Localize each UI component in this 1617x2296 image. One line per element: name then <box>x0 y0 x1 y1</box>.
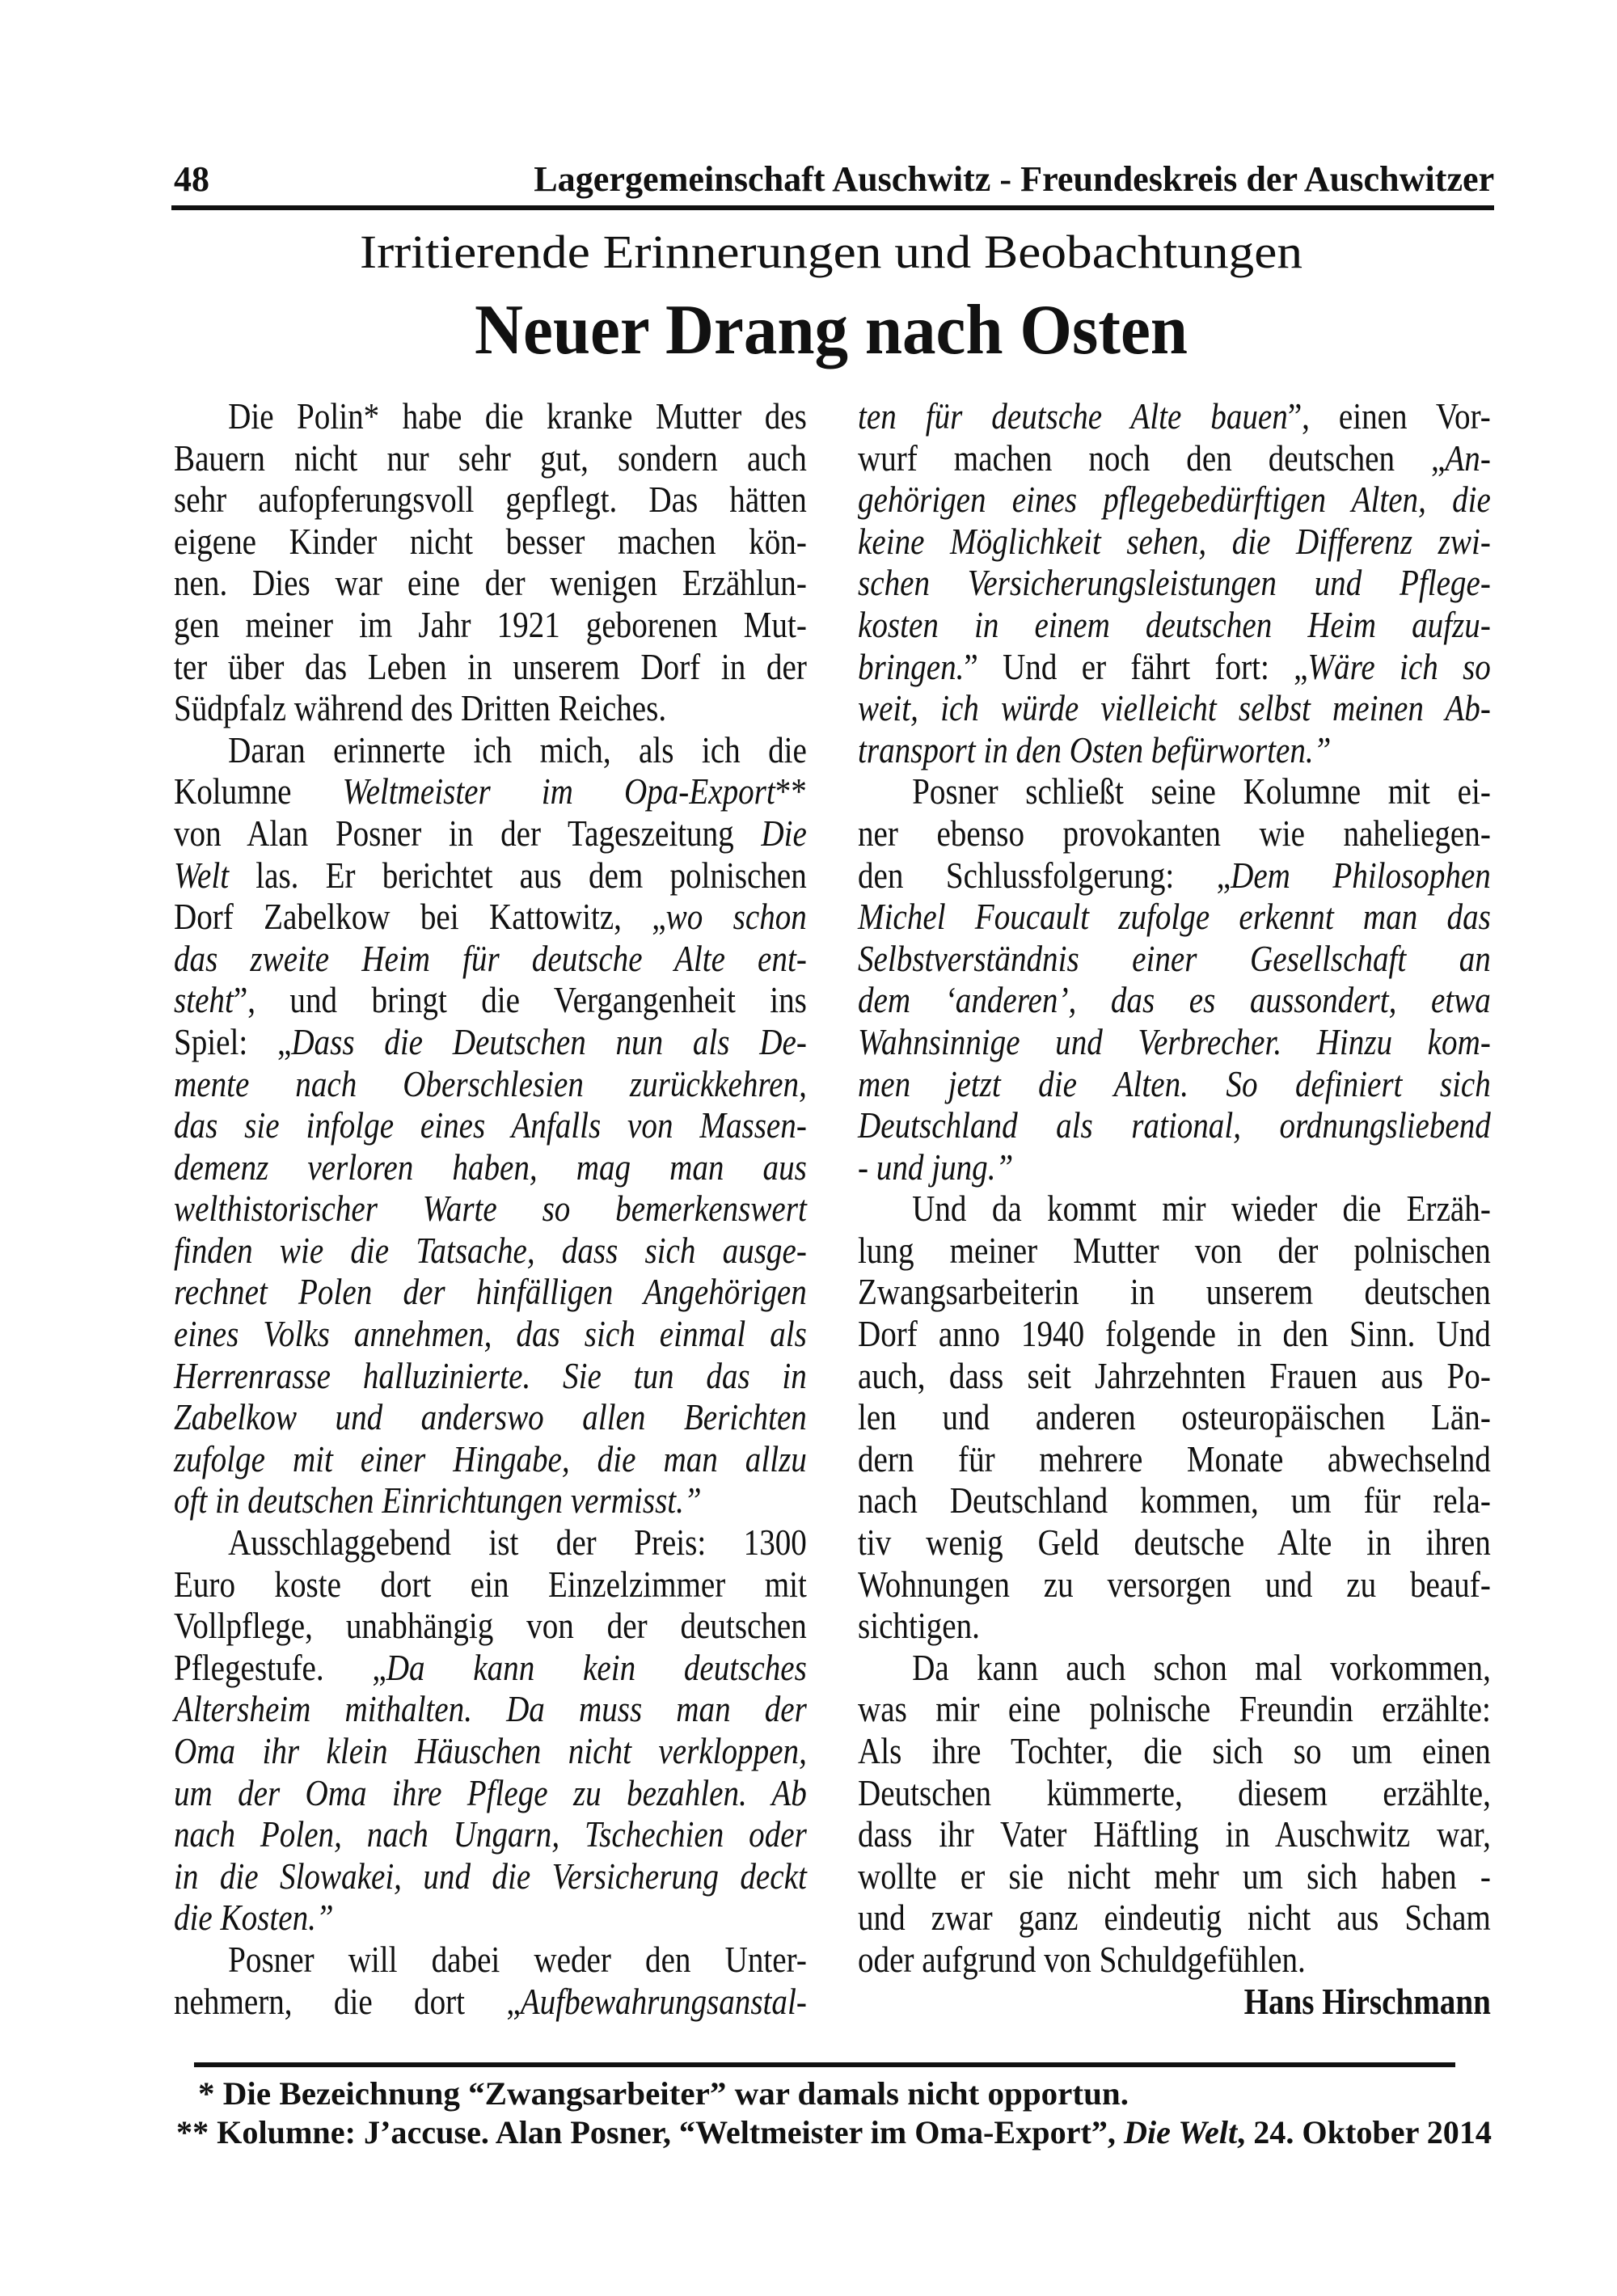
text-line <box>174 687 807 729</box>
quoted-text: Deutschland als rational, ordnungsliebend <box>858 1104 1491 1146</box>
text-line <box>174 1730 807 1772</box>
text-line <box>174 1772 807 1814</box>
quoted-text: schen Versicherungsleistungen und Pflege- <box>858 562 1491 604</box>
text-line <box>858 1813 1491 1855</box>
text-run: eigene Kinder nicht besser machen kön- <box>174 520 807 562</box>
quoted-text: wo schon <box>665 896 807 938</box>
text-line <box>174 855 807 897</box>
text-line <box>858 1772 1491 1814</box>
footnote-rule <box>194 2062 1455 2067</box>
text-line <box>858 1479 1491 1522</box>
quoted-text: Dass die Deutschen nun als De- <box>291 1020 807 1062</box>
text-run: ** <box>775 770 807 812</box>
text-line <box>174 1313 807 1355</box>
text-line <box>174 1271 807 1313</box>
text-run: Posner will dabei weder den Unter- <box>228 1938 807 1980</box>
text-line <box>858 1564 1491 1606</box>
quoted-text: rechnet Polen der hinfälligen Angehörigen <box>174 1271 807 1313</box>
footnote-2-source: Die Welt <box>1123 2114 1238 2150</box>
text-run: Daran erinnerte ich mich, als ich die <box>228 728 807 770</box>
text-line <box>858 1063 1491 1105</box>
text-line <box>174 562 807 604</box>
text-line <box>174 395 807 437</box>
quoted-text: transport in den Osten befürworten.” <box>858 728 1332 770</box>
text-run: Dorf anno 1940 folgende in den Sinn. Und <box>858 1313 1491 1355</box>
text-line <box>858 1522 1491 1564</box>
text-line <box>174 1813 807 1855</box>
quoted-text: Herrenrasse halluzinierte. Sie tun das in <box>174 1354 807 1396</box>
quoted-text: Selbstverständnis einer Gesellschaft an <box>858 937 1491 979</box>
text-line <box>858 1021 1491 1063</box>
text-line <box>858 687 1491 729</box>
text-line <box>174 896 807 938</box>
quoted-text: gehörigen eines pflegebedürftigen Alten, die <box>858 479 1491 521</box>
quoted-text: die Kosten.” <box>174 1897 334 1939</box>
quoted-text: zufolge mit einer Hingabe, die man allzu <box>174 1437 807 1479</box>
footnote-2-date: , 24. Oktober 2014 <box>1237 2114 1492 2150</box>
paragraph <box>174 1939 807 2022</box>
text-line <box>174 770 807 812</box>
text-line <box>858 1688 1491 1730</box>
quoted-text: men jetzt die Alten. So definiert sich <box>858 1062 1491 1104</box>
text-run: sichtigen. <box>858 1605 980 1647</box>
quoted-text: Zabelkow und anderswo allen Berichten <box>174 1396 807 1438</box>
quoted-text: weit, ich würde vielleicht selbst meinen Ab- <box>858 687 1491 729</box>
text-line <box>174 812 807 855</box>
text-line <box>858 437 1491 479</box>
footnote-2-part: ** Kolumne: J’accuse. Alan Posner, “Weltmeister im Oma-Export”, <box>176 2114 1124 2150</box>
article-title-text: Neuer Drang nach Osten <box>475 291 1188 369</box>
quoted-text: Weltmeister im Opa-Export <box>342 770 775 812</box>
quoted-text: Wäre ich so <box>1307 645 1491 687</box>
text-line <box>174 1355 807 1397</box>
quoted-text: um der Oma ihre Pflege zu bezahlen. Ab <box>174 1771 807 1813</box>
text-run: nehmern, die dort „ <box>174 1980 521 2022</box>
text-line <box>174 938 807 980</box>
quoted-text: ten für deutsche Alte bauen <box>858 395 1288 437</box>
paragraph <box>174 1522 807 1939</box>
footnote-2 <box>176 2113 1492 2151</box>
quoted-text: - und jung.” <box>858 1146 1014 1188</box>
quoted-text: steht <box>174 979 234 1021</box>
footnote-1 <box>198 2074 1129 2112</box>
text-line <box>174 729 807 771</box>
text-line <box>174 1647 807 1689</box>
text-line <box>174 1605 807 1647</box>
text-run: nen. Dies war eine der wenigen Erzählun- <box>174 562 807 604</box>
text-line <box>174 1021 807 1063</box>
quoted-text: das zweite Heim für deutsche Alte ent- <box>174 937 807 979</box>
text-run: von Alan Posner in der Tageszeitung <box>174 812 762 854</box>
text-line <box>174 1855 807 1897</box>
quoted-text: Da kann kein deutsches <box>386 1646 807 1688</box>
text-line <box>858 1230 1491 1272</box>
text-run: ter über das Leben in unserem Dorf in der <box>174 645 807 687</box>
text-line <box>174 1688 807 1730</box>
text-line <box>174 1063 807 1105</box>
text-line <box>174 646 807 688</box>
text-run: len und anderen osteuropäischen Län- <box>858 1396 1491 1438</box>
article-column-left <box>174 395 807 2022</box>
footnote-1-text: * Die Bezeichnung “Zwangsarbeiter” war damals nicht opportun. <box>198 2075 1129 2112</box>
text-line <box>174 1104 807 1146</box>
text-run: Südpfalz während des Dritten Reiches. <box>174 687 667 729</box>
text-line <box>858 1355 1491 1397</box>
quoted-text: welthistorischer Warte so bemerkenswert <box>174 1188 807 1230</box>
page-number-text: 48 <box>174 159 209 199</box>
text-run: nach Deutschland kommen, um für rela- <box>858 1479 1491 1522</box>
paragraph <box>858 395 1491 770</box>
text-line <box>174 521 807 563</box>
quoted-text: Aufbewahrungsanstal- <box>520 1980 807 2022</box>
text-run: wurf machen noch den deutschen „ <box>858 437 1446 479</box>
quoted-text: Altersheim mithalten. Da muss man der <box>174 1688 807 1730</box>
text-run: ”, und bringt die Vergangenheit ins <box>233 979 807 1021</box>
text-run: lung meiner Mutter von der polnischen <box>858 1229 1491 1271</box>
paragraph <box>858 1647 1491 1981</box>
text-line <box>858 604 1491 646</box>
quoted-text: nach Polen, nach Ungarn, Tschechien oder <box>174 1813 807 1855</box>
text-line <box>858 979 1491 1021</box>
article-column-right <box>858 395 1491 2022</box>
text-line <box>174 1230 807 1272</box>
quoted-text: finden wie die Tatsache, dass sich ausge- <box>174 1229 807 1271</box>
text-run: Da kann auch schon mal vorkommen, <box>912 1646 1491 1688</box>
text-line <box>174 979 807 1021</box>
text-line <box>858 1605 1491 1647</box>
text-run: Spiel: „ <box>174 1020 292 1062</box>
text-run: Ausschlaggebend ist der Preis: 1300 <box>228 1522 807 1564</box>
text-run: Kolumne <box>174 770 343 812</box>
text-run: dern für mehrere Monate abwechselnd <box>858 1437 1491 1479</box>
text-line <box>858 1313 1491 1355</box>
text-run: gen meiner im Jahr 1921 geborenen Mut- <box>174 603 807 645</box>
quoted-text: keine Möglichkeit sehen, die Differenz zwi- <box>858 520 1491 562</box>
text-run: Wohnungen zu versorgen und zu beauf- <box>858 1563 1491 1605</box>
text-line <box>858 646 1491 688</box>
paragraph <box>174 395 807 729</box>
text-run: dass ihr Vater Häftling in Auschwitz war, <box>858 1813 1491 1855</box>
text-line <box>174 1522 807 1564</box>
text-run: Pflegestufe. „ <box>174 1646 386 1688</box>
text-run: ” Und er fährt fort: „ <box>964 645 1308 687</box>
text-line <box>858 1438 1491 1480</box>
quoted-text: Dem Philosophen <box>1231 854 1491 896</box>
footnote-2-text <box>176 2113 1492 2151</box>
text-run: Und da kommt mir wieder die Erzäh- <box>912 1188 1491 1230</box>
text-line <box>174 1981 807 2023</box>
quoted-text: mente nach Oberschlesien zurückkehren, <box>174 1062 807 1104</box>
text-run: sehr aufopferungsvoll gepflegt. Das hätten <box>174 479 807 521</box>
text-line <box>858 1396 1491 1438</box>
text-run: ”, einen Vor- <box>1287 395 1491 437</box>
text-run: Vollpflege, unabhängig von der deutschen <box>174 1605 807 1647</box>
paragraph <box>174 729 807 1522</box>
quoted-text: demenz verloren haben, mag man aus <box>174 1146 807 1188</box>
quoted-text: Welt <box>174 854 230 896</box>
text-run: tiv wenig Geld deutsche Alte in ihren <box>858 1522 1491 1564</box>
text-run: auch, dass seit Jahrzehnten Frauen aus Po- <box>858 1354 1491 1396</box>
text-run: und zwar ganz eindeutig nicht aus Scham <box>858 1897 1491 1939</box>
text-line <box>858 812 1491 855</box>
text-run: Zwangsarbeiterin in unserem deutschen <box>858 1271 1491 1313</box>
quoted-text: An- <box>1445 437 1491 479</box>
quoted-text: in die Slowakei, und die Versicherung deckt <box>174 1855 807 1897</box>
quoted-text: bringen. <box>858 645 965 687</box>
quoted-text: dem ‘anderen’, das es aussondert, etwa <box>858 979 1491 1021</box>
quoted-text: Wahnsinnige und Verbrecher. Hinzu kom- <box>858 1020 1491 1062</box>
text-line <box>174 1564 807 1606</box>
author-signature: Hans Hirschmann <box>1243 1980 1491 2022</box>
text-run: oder aufgrund von Schuldgefühlen. <box>858 1938 1306 1980</box>
text-line <box>174 1188 807 1230</box>
text-line <box>858 1146 1491 1188</box>
text-run: Deutschen kümmerte, diesem erzählte, <box>858 1771 1491 1813</box>
page-number <box>174 158 209 200</box>
quoted-text: Michel Foucault zufolge erkennt man das <box>858 896 1491 938</box>
header-rule <box>171 205 1494 210</box>
text-line <box>858 1104 1491 1146</box>
text-run: Euro koste dort ein Einzelzimmer mit <box>174 1563 807 1605</box>
quoted-text: eines Volks annehmen, das sich einmal als <box>174 1313 807 1355</box>
quoted-text: Die <box>761 812 807 854</box>
text-run: den Schlussfolgerung: „ <box>858 854 1231 896</box>
text-line <box>174 1146 807 1188</box>
text-line <box>858 855 1491 897</box>
text-line <box>858 1730 1491 1772</box>
text-line <box>858 1188 1491 1230</box>
text-run: Als ihre Tochter, die sich so um einen <box>858 1730 1491 1771</box>
running-head <box>534 158 1494 200</box>
text-run: las. Er berichtet aus dem polnischen <box>229 854 807 896</box>
quoted-text: das sie infolge eines Anfalls von Massen- <box>174 1104 807 1146</box>
text-line <box>858 896 1491 938</box>
article-subtitle <box>360 225 1302 279</box>
article-subtitle-text: Irritierende Erinnerungen und Beobachtungen <box>360 226 1302 278</box>
text-line <box>858 395 1491 437</box>
text-line <box>858 562 1491 604</box>
running-head-text: Lagergemeinschaft Auschwitz - Freundeskreis der Auschwitzer <box>534 159 1494 199</box>
text-line <box>174 1897 807 1939</box>
text-line <box>174 479 807 521</box>
paragraph <box>858 770 1491 1188</box>
text-line <box>858 729 1491 771</box>
text-line <box>858 1897 1491 1939</box>
text-line <box>858 1855 1491 1897</box>
quoted-text: kosten in einem deutschen Heim aufzu- <box>858 603 1491 645</box>
text-line <box>858 479 1491 521</box>
text-run: ner ebenso provokanten wie naheliegen- <box>858 812 1491 854</box>
text-run: Die Polin* habe die kranke Mutter des <box>228 395 807 437</box>
text-line <box>174 604 807 646</box>
text-line <box>858 1647 1491 1689</box>
text-run: Dorf Zabelkow bei Kattowitz, „ <box>174 896 666 938</box>
text-run: Posner schließt seine Kolumne mit ei- <box>912 770 1491 812</box>
text-line <box>858 770 1491 812</box>
text-line <box>858 1271 1491 1313</box>
text-line <box>858 938 1491 980</box>
paragraph <box>858 1188 1491 1647</box>
text-run: was mir eine polnische Freundin erzählte: <box>858 1688 1491 1730</box>
text-run: Bauern nicht nur sehr gut, sondern auch <box>174 437 807 479</box>
text-run: wollte er sie nicht mehr um sich haben - <box>858 1855 1491 1897</box>
article-title <box>475 289 1188 371</box>
text-line <box>174 437 807 479</box>
text-line <box>174 1479 807 1522</box>
text-line <box>174 1939 807 1981</box>
text-line <box>174 1438 807 1480</box>
quoted-text: Oma ihr klein Häuschen nicht verkloppen, <box>174 1730 807 1771</box>
text-line <box>858 1939 1491 1981</box>
quoted-text: oft in deutschen Einrichtungen vermisst.” <box>174 1479 702 1522</box>
text-line <box>858 521 1491 563</box>
text-line <box>174 1396 807 1438</box>
